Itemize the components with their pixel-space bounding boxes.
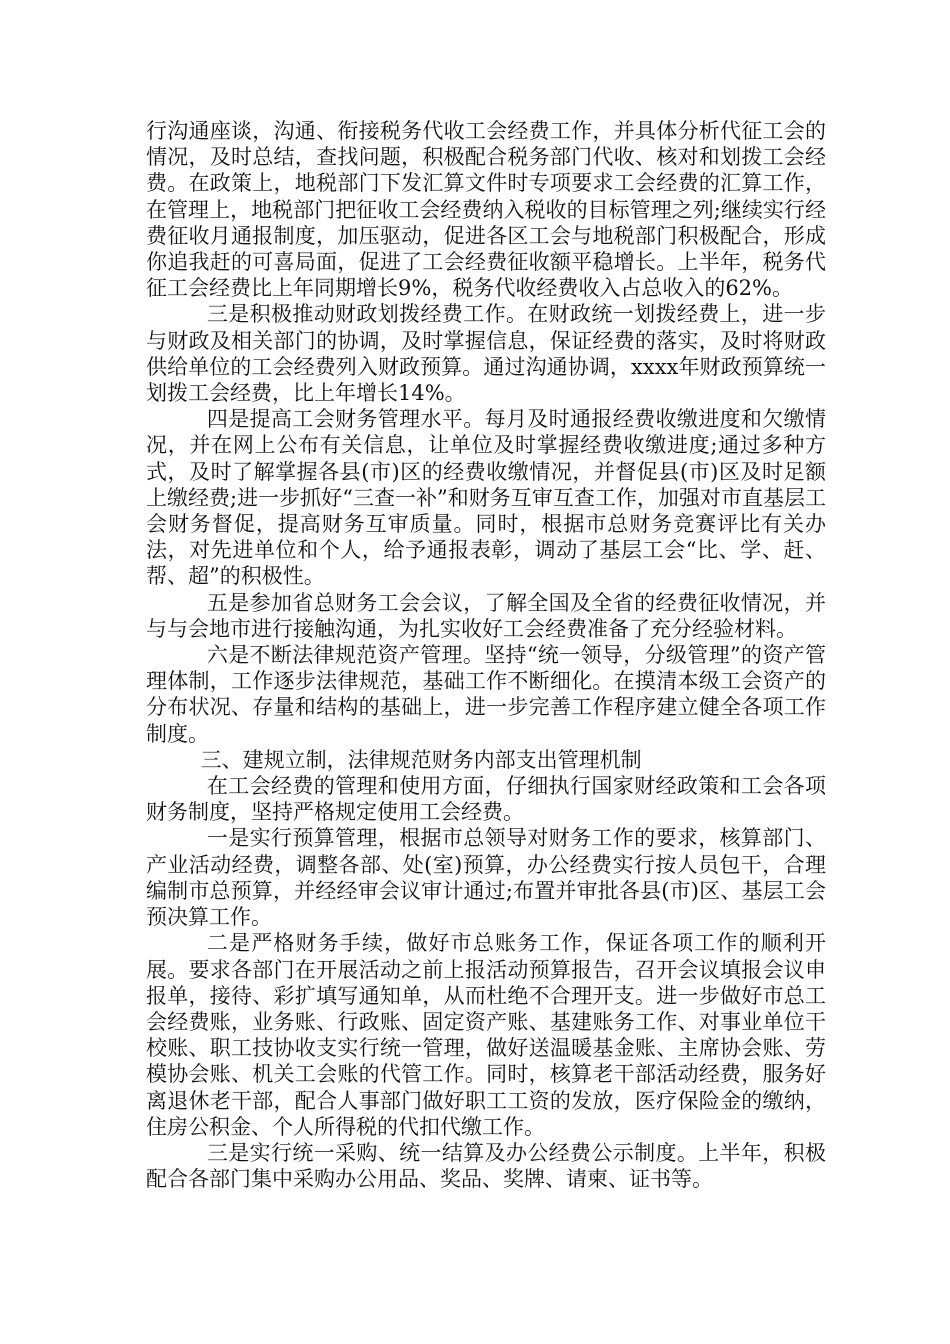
paragraph-financial-procedures: 二是严格财务手续，做好市总账务工作，保证各项工作的顺利开展。要求各部门在开展活动之前上报活动预算报告，召开会议填报会议申报单，接待、彩扩填写通知单，从而杜绝不合理开支。进一步做好市总工会经费账，业务账、行政账、固定资产账、基建账务工作、对事业单位干校账、职工技协收支实行统一管理，做好送温暖基金账、主席协会账、劳模协会账、机关工会账的代管工作。同时，核算老干部活动经费，服务好离退休老干部，配合人事部门做好职工工资的发放，医疗保险金的缴纳，住房公积金、个人所得税的代扣代缴工作。 bbox=[146, 931, 826, 1139]
paragraph-financial-management: 四是提高工会财务管理水平。每月及时通报经费收缴进度和欠缴情况，并在网上公布有关信息，让单位及时掌握经费收缴进度;通过多种方式，及时了解掌握各县(市)区的经费收缴情况，并督促县(市)区及时足额上缴经费;进一步抓好“三查一补”和财务互审互查工作，加强对市直基层工会财务督促，提高财务互审质量。同时，根据市总财务竞赛评比有关办法，对先进单位和个人，给予通报表彰，调动了基层工会“比、学、赶、帮、超”的积极性。 bbox=[146, 407, 826, 589]
paragraph-provincial-meeting: 五是参加省总财务工会会议，了解全国及全省的经费征收情况，并与与会地市进行接触沟通，为扎实收好工会经费准备了充分经验材料。 bbox=[146, 590, 826, 641]
paragraph-finance-allocation: 三是积极推动财政划拨经费工作。在财政统一划拨经费上，进一步与财政及相关部门的协调，及时掌握信息，保证经费的落实，及时将财政供给单位的工会经费列入财政预算。通过沟通协调，xxxx年财政预算统一划拨工会经费，比上年增长14%。 bbox=[146, 302, 826, 406]
paragraph-asset-management: 六是不断法律规范资产管理。坚持“统一领导，分级管理”的资产管理体制，工作逐步法律规范，基础工作不断细化。在摸清本级工会资产的分布状况、存量和结构的基础上，进一步完善工作程序建立健全各项工作制度。 bbox=[146, 643, 826, 746]
section-heading-3: 三、建规立制，法律规范财务内部支出管理机制 bbox=[200, 747, 642, 772]
paragraph-budget-management: 一是实行预算管理，根据市总领导对财务工作的要求，核算部门、产业活动经费，调整各部、处(室)预算，办公经费实行按人员包干，合理编制市总预算，并经经审会议审计通过;布置并审批各县(市)区、基层工会预决算工作。 bbox=[146, 826, 826, 930]
paragraph-unified-procurement: 三是实行统一采购、统一结算及办公经费公示制度。上半年，积极配合各部门集中采购办公用品、奖品、奖牌、请柬、证书等。 bbox=[146, 1140, 826, 1192]
paragraph-fund-usage: 在工会经费的管理和使用方面，仔细执行国家财经政策和工会各项财务制度，坚持严格规定使用工会经费。 bbox=[146, 774, 826, 825]
document-page bbox=[146, 118, 826, 1192]
paragraph-tax-collection: 行沟通座谈，沟通、衔接税务代收工会经费工作，并具体分析代征工会的情况，及时总结，查找问题，积极配合税务部门代收、核对和划拨工会经费。在政策上，地税部门下发汇算文件时专项要求工会经费的汇算工作，在管理上，地税部门把征收工会经费纳入税收的目标管理之列;继续实行经费征收月通报制度，加压驱动，促进各区工会与地税部门积极配合，形成你追我赶的可喜局面，促进了工会经费征收额平稳增长。上半年，税务代征工会经费比上年同期增长9%，税务代收经费收入占总收入的62%。 bbox=[146, 119, 826, 301]
